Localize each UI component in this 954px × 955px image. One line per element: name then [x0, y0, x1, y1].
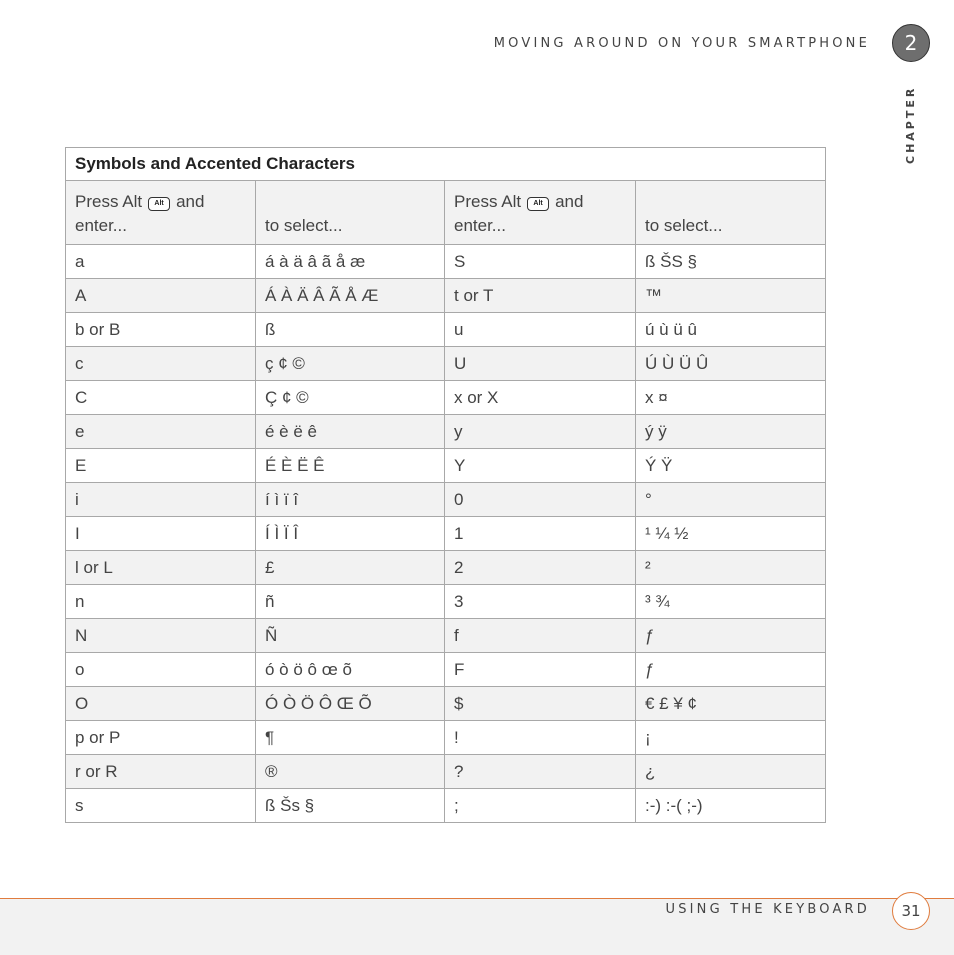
table-title-row: [66, 148, 826, 181]
table-row: [66, 585, 826, 619]
cell-key-1: i: [66, 483, 256, 517]
table-row: [66, 381, 826, 415]
cell-key-2: ;: [445, 789, 636, 823]
cell-result-1: Í Ì Ï Î: [256, 517, 445, 551]
table-row: [66, 619, 826, 653]
cell-key-1: E: [66, 449, 256, 483]
cell-result-2: ¡: [636, 721, 826, 755]
table-row: [66, 449, 826, 483]
table-header-row: [66, 181, 826, 245]
cell-result-1: ß Šs §: [256, 789, 445, 823]
cell-key-1: I: [66, 517, 256, 551]
table-row: [66, 245, 826, 279]
table-row: [66, 789, 826, 823]
chapter-number-badge: 2: [892, 24, 930, 62]
cell-result-2: Ú Ù Ü Û: [636, 347, 826, 381]
cell-key-2: F: [445, 653, 636, 687]
cell-result-1: Ñ: [256, 619, 445, 653]
cell-result-2: ¿: [636, 755, 826, 789]
cell-key-1: e: [66, 415, 256, 449]
table-row: [66, 517, 826, 551]
header-press-alt-1: [66, 181, 256, 245]
cell-result-1: ®: [256, 755, 445, 789]
cell-key-1: b or B: [66, 313, 256, 347]
cell-key-2: x or X: [445, 381, 636, 415]
cell-result-2: Ý Ÿ: [636, 449, 826, 483]
cell-result-2: ß ŠS §: [636, 245, 826, 279]
cell-result-2: ƒ: [636, 619, 826, 653]
cell-result-2: ²: [636, 551, 826, 585]
cell-key-2: S: [445, 245, 636, 279]
cell-result-1: Á À Ä Â Ã Å Æ: [256, 279, 445, 313]
cell-key-1: c: [66, 347, 256, 381]
cell-result-1: ó ò ö ô œ õ: [256, 653, 445, 687]
cell-key-2: y: [445, 415, 636, 449]
cell-key-1: s: [66, 789, 256, 823]
cell-result-1: í ì ï î: [256, 483, 445, 517]
page-number-badge: 31: [892, 892, 930, 930]
cell-key-1: r or R: [66, 755, 256, 789]
cell-key-2: f: [445, 619, 636, 653]
table-row: [66, 415, 826, 449]
cell-key-2: 0: [445, 483, 636, 517]
cell-key-2: U: [445, 347, 636, 381]
header-press-prefix: Press Alt: [454, 192, 522, 211]
cell-result-2: ý ÿ: [636, 415, 826, 449]
cell-key-2: u: [445, 313, 636, 347]
cell-result-1: £: [256, 551, 445, 585]
cell-key-1: p or P: [66, 721, 256, 755]
cell-result-2: € £ ¥ ¢: [636, 687, 826, 721]
alt-key-icon: Alt: [148, 197, 170, 211]
cell-result-1: Ç ¢ ©: [256, 381, 445, 415]
cell-result-1: É È Ë Ê: [256, 449, 445, 483]
cell-key-1: n: [66, 585, 256, 619]
header-to-select-1: to select...: [256, 181, 445, 245]
chapter-label: CHAPTER: [904, 85, 917, 164]
cell-key-1: l or L: [66, 551, 256, 585]
cell-key-2: 1: [445, 517, 636, 551]
cell-key-2: Y: [445, 449, 636, 483]
cell-result-2: ³ ¾: [636, 585, 826, 619]
cell-result-2: ¹ ¼ ½: [636, 517, 826, 551]
running-footer: USING THE KEYBOARD: [665, 902, 870, 917]
cell-result-2: :-) :-( ;-): [636, 789, 826, 823]
cell-result-1: ß: [256, 313, 445, 347]
cell-result-2: ƒ: [636, 653, 826, 687]
header-press-suffix: and enter...: [75, 192, 205, 235]
cell-result-2: °: [636, 483, 826, 517]
cell-result-1: ñ: [256, 585, 445, 619]
cell-result-1: á à ä â ã å æ: [256, 245, 445, 279]
header-press-alt-2: [445, 181, 636, 245]
cell-key-1: o: [66, 653, 256, 687]
table-row: [66, 755, 826, 789]
cell-result-1: ç ¢ ©: [256, 347, 445, 381]
cell-key-2: 3: [445, 585, 636, 619]
cell-result-2: ú ù ü û: [636, 313, 826, 347]
table-row: [66, 279, 826, 313]
cell-result-2: ™: [636, 279, 826, 313]
cell-result-1: é è ë ê: [256, 415, 445, 449]
table-row: [66, 483, 826, 517]
cell-key-2: t or T: [445, 279, 636, 313]
cell-key-2: $: [445, 687, 636, 721]
cell-key-1: N: [66, 619, 256, 653]
running-header: MOVING AROUND ON YOUR SMARTPHONE: [493, 36, 870, 51]
table-row: [66, 687, 826, 721]
alt-key-icon: Alt: [527, 197, 549, 211]
header-press-prefix: Press Alt: [75, 192, 143, 211]
cell-key-1: a: [66, 245, 256, 279]
cell-result-1: Ó Ò Ö Ô Œ Õ: [256, 687, 445, 721]
table-row: [66, 721, 826, 755]
cell-result-1: ¶: [256, 721, 445, 755]
cell-key-1: C: [66, 381, 256, 415]
cell-key-1: O: [66, 687, 256, 721]
table-row: [66, 653, 826, 687]
table-row: [66, 313, 826, 347]
table-row: [66, 551, 826, 585]
table-title: Symbols and Accented Characters: [66, 148, 826, 181]
header-press-suffix: and enter...: [454, 192, 584, 235]
cell-key-2: 2: [445, 551, 636, 585]
table-row: [66, 347, 826, 381]
header-to-select-2: to select...: [636, 181, 826, 245]
symbols-table: [65, 147, 826, 823]
cell-result-2: x ¤: [636, 381, 826, 415]
cell-key-2: !: [445, 721, 636, 755]
cell-key-2: ?: [445, 755, 636, 789]
cell-key-1: A: [66, 279, 256, 313]
